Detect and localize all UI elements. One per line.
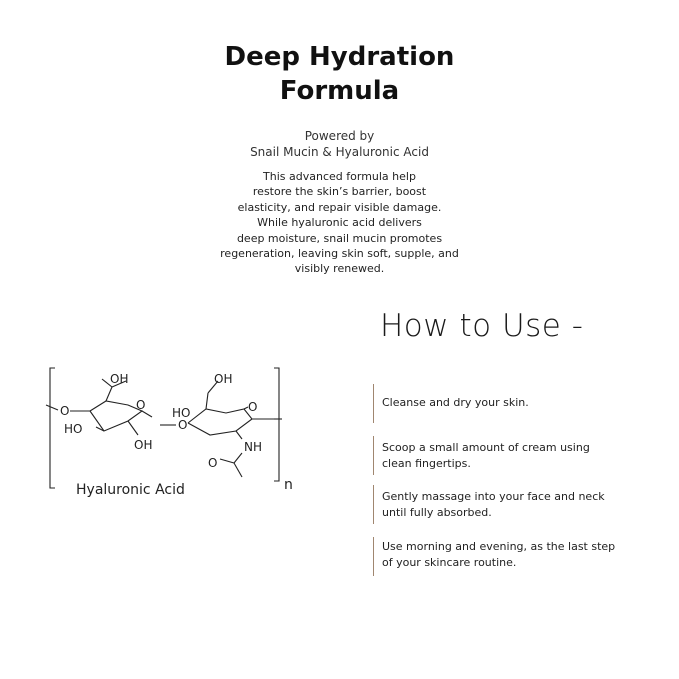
o-label: O (208, 456, 218, 470)
ho-label: HO (64, 422, 83, 436)
left-bracket (50, 368, 55, 488)
o-label: O (178, 418, 188, 432)
title-line-2: Formula (279, 76, 400, 106)
oh-label: OH (110, 372, 129, 386)
right-ring (188, 409, 252, 435)
step-item (373, 537, 662, 576)
step-item (373, 485, 662, 524)
oh-label: OH (214, 372, 233, 386)
o-label: O (136, 398, 146, 412)
step-text: of your skincare routine. (382, 555, 517, 569)
description-line: restore the skin’s barrier, boost (252, 185, 427, 199)
description (200, 169, 479, 277)
repeat-subscript: n (284, 477, 293, 493)
powered-by-label: Powered by (304, 129, 375, 143)
molecule-name: Hyaluronic Acid (76, 482, 185, 498)
step-text: Use morning and evening, as the last step (382, 540, 616, 553)
o-label: O (60, 404, 70, 418)
ingredients-label: Snail Mucin & Hyaluronic Acid (250, 145, 429, 159)
description-line: While hyaluronic acid delivers (257, 216, 422, 230)
powered-by (0, 128, 679, 160)
right-bracket (274, 368, 279, 481)
description-line: elasticity, and repair visible damage. (237, 200, 442, 214)
description-line: deep moisture, snail mucin promotes (236, 231, 443, 245)
description-line: regeneration, leaving skin soft, supple, and (220, 247, 459, 261)
oh-label: OH (134, 438, 153, 452)
step-item (373, 384, 662, 423)
hyaluronic-acid-structure (38, 363, 308, 498)
step-text: clean fingertips. (382, 456, 471, 470)
description-line: This advanced formula help (263, 170, 416, 183)
step-text: Gently massage into your face and neck (382, 490, 605, 503)
step-text: Cleanse and dry your skin. (382, 396, 529, 409)
description-line: visibly renewed. (294, 262, 385, 276)
step-text: until fully absorbed. (382, 505, 492, 519)
page-title (0, 40, 679, 108)
step-item (373, 436, 662, 475)
title-line-1: Deep Hydration (224, 42, 455, 72)
left-ring (90, 401, 142, 431)
o-label: O (248, 400, 258, 414)
step-text: Scoop a small amount of cream using (382, 441, 590, 454)
how-to-use-heading: How to Use - (380, 308, 584, 344)
ho-label: HO (172, 406, 191, 420)
nh-label: NH (244, 440, 262, 454)
